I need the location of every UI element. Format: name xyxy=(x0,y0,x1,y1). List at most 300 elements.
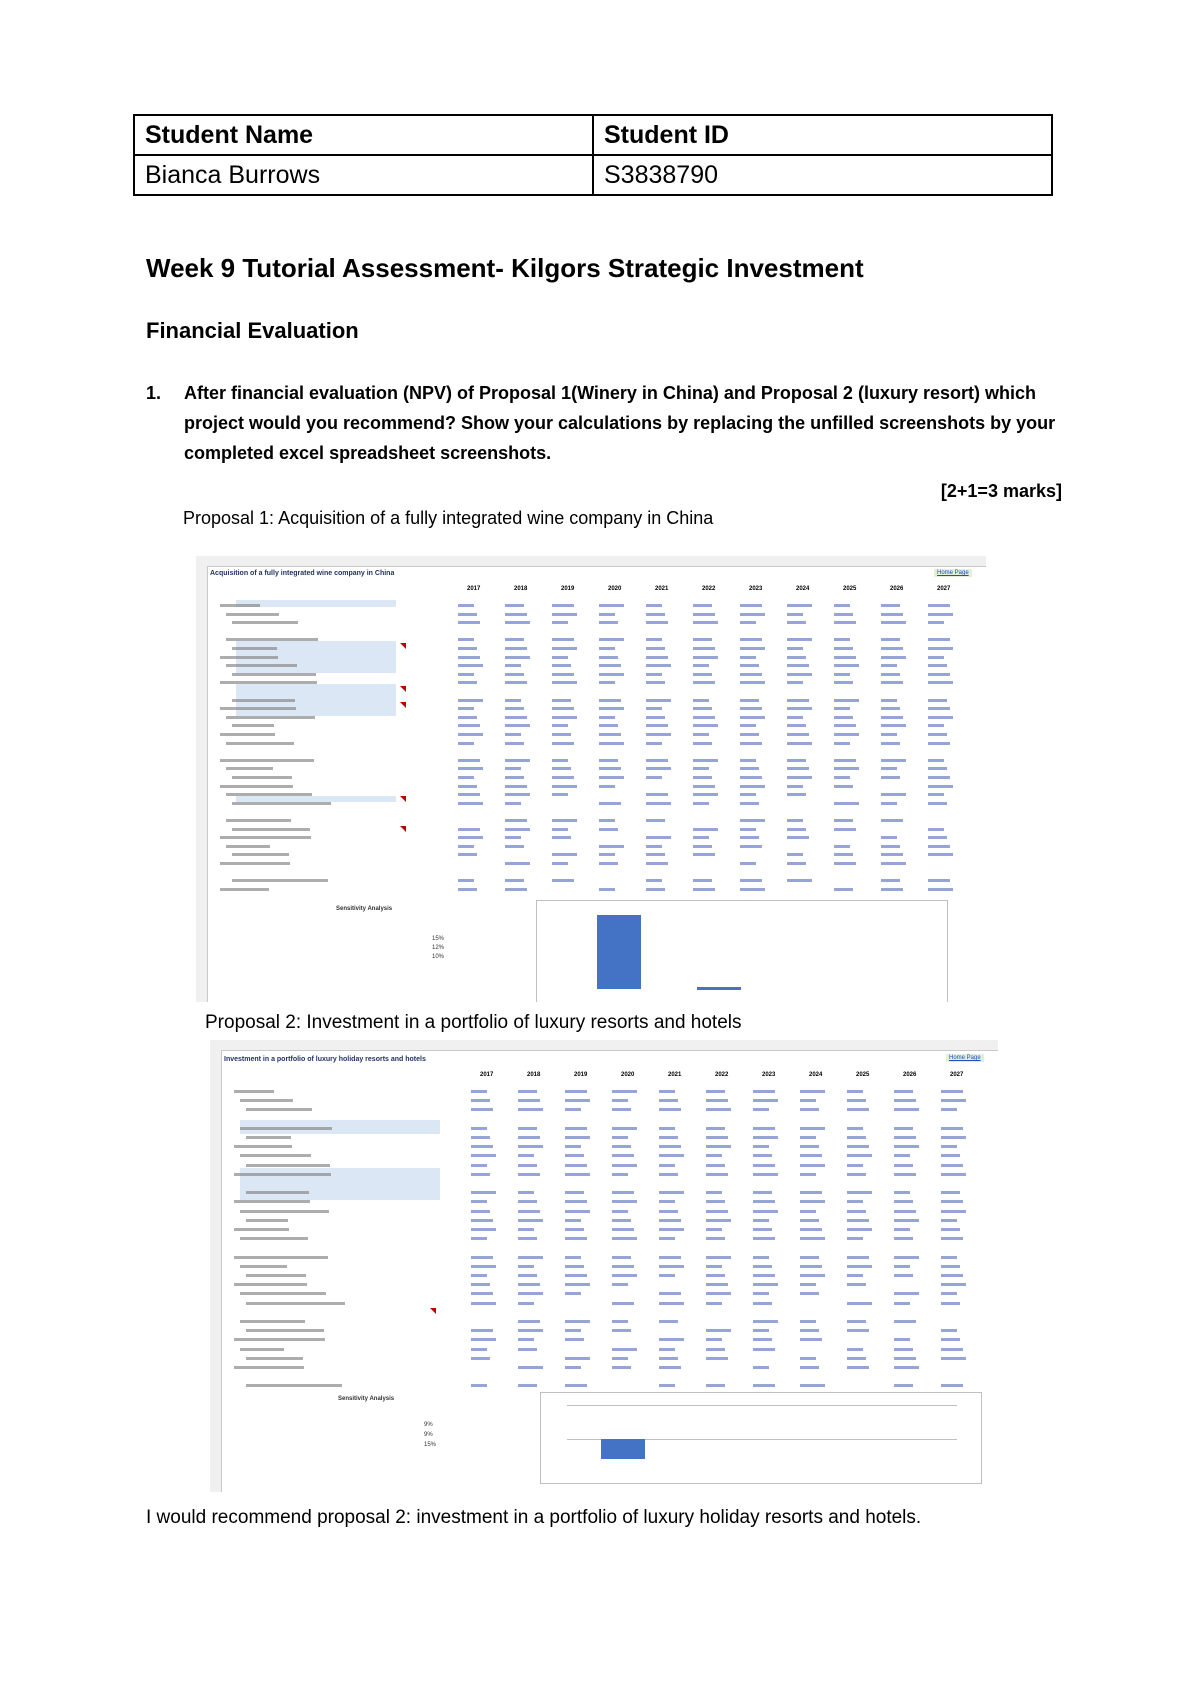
year-2021: 2021 xyxy=(655,586,669,592)
cell-value xyxy=(787,664,809,667)
cell-value xyxy=(646,664,671,667)
cell-value xyxy=(706,1173,728,1176)
row-label xyxy=(232,647,277,650)
cell-value xyxy=(612,1320,628,1323)
comment-flag-icon xyxy=(400,826,406,832)
cell-value xyxy=(706,1329,731,1332)
cell-value xyxy=(552,759,568,762)
cell-value xyxy=(834,604,850,607)
cell-value xyxy=(565,1154,584,1157)
cell-value xyxy=(894,1292,919,1295)
cell-value xyxy=(458,664,483,667)
row-label xyxy=(220,656,278,659)
cell-value xyxy=(706,1283,728,1286)
cell-value xyxy=(458,673,474,676)
cell-value xyxy=(659,1384,675,1387)
cell-value xyxy=(612,1108,631,1111)
cell-value xyxy=(834,638,850,641)
row-label xyxy=(240,1099,293,1102)
cell-value xyxy=(659,1099,678,1102)
comment-flag-icon xyxy=(400,643,406,649)
cell-value xyxy=(693,793,718,796)
cell-value xyxy=(505,785,527,788)
cell-value xyxy=(565,1099,590,1102)
cell-value xyxy=(693,716,715,719)
cell-value xyxy=(693,647,715,650)
cell-value xyxy=(659,1108,681,1111)
cell-value xyxy=(599,733,621,736)
cell-value xyxy=(518,1090,537,1093)
cell-value xyxy=(740,819,765,822)
cell-value xyxy=(471,1256,493,1259)
cell-value xyxy=(565,1338,584,1341)
cell-value xyxy=(612,1145,631,1148)
cell-value xyxy=(458,879,474,882)
cell-value xyxy=(928,888,953,891)
cell-value xyxy=(894,1348,913,1351)
cell-value xyxy=(787,621,806,624)
cell-value xyxy=(693,681,715,684)
cell-value xyxy=(565,1210,590,1213)
cell-value xyxy=(706,1338,722,1341)
comment-flag-icon xyxy=(400,686,406,692)
cell-value xyxy=(881,836,897,839)
cell-value xyxy=(612,1302,634,1305)
cell-value xyxy=(471,1292,493,1295)
cell-value xyxy=(753,1108,769,1111)
cell-value xyxy=(471,1348,487,1351)
cell-value xyxy=(471,1384,487,1387)
cell-value xyxy=(518,1237,537,1240)
cell-value xyxy=(518,1256,543,1259)
cell-value xyxy=(646,638,662,641)
cell-value xyxy=(881,862,906,865)
row-label xyxy=(220,785,293,788)
cell-value xyxy=(706,1302,722,1305)
row-label xyxy=(220,862,290,865)
cell-value xyxy=(834,656,856,659)
cell-value xyxy=(599,647,615,650)
row-label xyxy=(220,836,311,839)
cell-value xyxy=(646,853,665,856)
row-label xyxy=(232,699,295,702)
cell-value xyxy=(847,1173,866,1176)
cell-value xyxy=(740,699,759,702)
cell-value xyxy=(646,836,671,839)
cell-value xyxy=(894,1191,910,1194)
cell-value xyxy=(693,604,712,607)
cell-value xyxy=(552,621,568,624)
cell-value xyxy=(894,1320,916,1323)
cell-value xyxy=(505,759,530,762)
cell-value xyxy=(834,828,856,831)
cell-value xyxy=(894,1302,910,1305)
cell-value xyxy=(881,742,900,745)
cell-value xyxy=(928,638,950,641)
cell-value xyxy=(928,716,953,719)
cell-value xyxy=(552,638,574,641)
cell-value xyxy=(894,1200,913,1203)
row-label xyxy=(246,1329,324,1332)
cell-value xyxy=(458,613,477,616)
cell-value xyxy=(693,767,709,770)
cell-value xyxy=(894,1228,910,1231)
cell-value xyxy=(941,1191,960,1194)
cell-value xyxy=(753,1090,775,1093)
cell-value xyxy=(881,776,900,779)
cell-value xyxy=(847,1329,869,1332)
row-label xyxy=(226,613,279,616)
cell-value xyxy=(646,716,665,719)
student-id-value: S3838790 xyxy=(593,155,1052,195)
row-label xyxy=(234,1366,304,1369)
cell-value xyxy=(706,1191,722,1194)
cell-value xyxy=(659,1228,684,1231)
cell-value xyxy=(753,1173,778,1176)
year-2021: 2021 xyxy=(668,1072,682,1078)
cell-value xyxy=(518,1164,537,1167)
cell-value xyxy=(565,1320,590,1323)
row-label xyxy=(226,793,312,796)
cell-value xyxy=(847,1320,866,1323)
year-2017: 2017 xyxy=(480,1072,494,1078)
cell-value xyxy=(565,1384,587,1387)
cell-value xyxy=(881,879,900,882)
cell-value xyxy=(505,828,530,831)
cell-value xyxy=(740,793,756,796)
cell-value xyxy=(565,1357,590,1360)
cell-value xyxy=(659,1173,678,1176)
cell-value xyxy=(881,845,900,848)
cell-value xyxy=(706,1265,722,1268)
cell-value xyxy=(941,1256,957,1259)
question-1 xyxy=(146,378,1066,468)
cell-value xyxy=(847,1145,869,1148)
cell-value xyxy=(847,1164,863,1167)
cell-value xyxy=(787,819,803,822)
cell-value xyxy=(646,759,668,762)
cell-value xyxy=(471,1191,496,1194)
cell-value xyxy=(834,716,853,719)
proposal2-spreadsheet xyxy=(210,1040,998,1492)
cell-value xyxy=(753,1283,778,1286)
cell-value xyxy=(928,656,944,659)
cell-value xyxy=(471,1099,490,1102)
year-2023: 2023 xyxy=(762,1072,776,1078)
cell-value xyxy=(458,802,483,805)
cell-value xyxy=(552,699,571,702)
cell-value xyxy=(800,1154,822,1157)
cell-value xyxy=(753,1256,769,1259)
cell-value xyxy=(565,1108,581,1111)
row-label xyxy=(226,716,315,719)
cell-value xyxy=(659,1127,675,1130)
cell-value xyxy=(928,707,950,710)
year-2024: 2024 xyxy=(809,1072,823,1078)
cell-value xyxy=(800,1191,822,1194)
cell-value xyxy=(646,819,665,822)
cell-value xyxy=(552,664,571,667)
cell-value xyxy=(928,767,947,770)
cell-value xyxy=(612,1348,637,1351)
cell-value xyxy=(847,1191,872,1194)
cell-value xyxy=(552,785,577,788)
cell-value xyxy=(458,716,477,719)
cell-value xyxy=(847,1108,869,1111)
row-label xyxy=(246,1384,342,1387)
cell-value xyxy=(834,785,853,788)
cell-value xyxy=(518,1348,537,1351)
cell-value xyxy=(599,828,618,831)
cell-value xyxy=(612,1228,634,1231)
row-label xyxy=(246,1136,291,1139)
row-label xyxy=(226,742,294,745)
cell-value xyxy=(458,604,474,607)
cell-value xyxy=(646,707,662,710)
cell-value xyxy=(800,1357,816,1360)
cell-value xyxy=(612,1210,628,1213)
cell-value xyxy=(800,1329,819,1332)
cell-value xyxy=(612,1219,631,1222)
cell-value xyxy=(599,699,621,702)
cell-value xyxy=(740,776,762,779)
cell-value xyxy=(599,853,615,856)
cell-value xyxy=(646,776,662,779)
cell-value xyxy=(753,1329,769,1332)
cell-value xyxy=(552,724,568,727)
cell-value xyxy=(787,604,812,607)
cell-value xyxy=(659,1256,681,1259)
proposal2-home-link[interactable]: Home Page xyxy=(946,1054,984,1062)
cell-value xyxy=(471,1200,487,1203)
cell-value xyxy=(599,742,624,745)
cell-value xyxy=(881,707,900,710)
cell-value xyxy=(471,1154,496,1157)
cell-value xyxy=(693,836,709,839)
cell-value xyxy=(552,819,577,822)
rate-value: 15% xyxy=(432,936,445,942)
row-label xyxy=(226,664,297,667)
cell-value xyxy=(740,673,762,676)
cell-value xyxy=(659,1320,678,1323)
cell-value xyxy=(740,785,765,788)
year-2020: 2020 xyxy=(621,1072,635,1078)
cell-value xyxy=(834,862,856,865)
cell-value xyxy=(800,1108,819,1111)
cell-value xyxy=(612,1256,631,1259)
cell-value xyxy=(787,853,803,856)
cell-value xyxy=(787,681,803,684)
cell-value xyxy=(740,802,759,805)
cell-value xyxy=(894,1127,913,1130)
cell-value xyxy=(552,733,571,736)
cell-value xyxy=(518,1265,534,1268)
year-2026: 2026 xyxy=(903,1072,917,1078)
cell-value xyxy=(505,638,524,641)
cell-value xyxy=(693,664,709,667)
row-label xyxy=(232,828,310,831)
cell-value xyxy=(706,1348,725,1351)
cell-value xyxy=(740,759,756,762)
cell-value xyxy=(505,673,524,676)
cell-value xyxy=(599,613,615,616)
comment-flag-icon xyxy=(430,1308,436,1314)
cell-value xyxy=(894,1338,910,1341)
cell-value xyxy=(787,793,806,796)
cell-value xyxy=(693,759,718,762)
cell-value xyxy=(612,1127,637,1130)
chart-bar xyxy=(601,1439,645,1459)
cell-value xyxy=(740,845,762,848)
cell-value xyxy=(706,1219,731,1222)
cell-value xyxy=(599,664,621,667)
cell-value xyxy=(928,699,947,702)
cell-value xyxy=(847,1090,863,1093)
cell-value xyxy=(458,699,483,702)
cell-value xyxy=(928,836,947,839)
cell-value xyxy=(787,724,806,727)
cell-value xyxy=(894,1136,916,1139)
year-2025: 2025 xyxy=(856,1072,870,1078)
cell-value xyxy=(693,853,715,856)
cell-value xyxy=(505,879,524,882)
cell-value xyxy=(599,716,615,719)
cell-value xyxy=(646,604,662,607)
cell-value xyxy=(646,733,671,736)
cell-value xyxy=(894,1173,916,1176)
cell-value xyxy=(753,1099,778,1102)
cell-value xyxy=(552,767,571,770)
cell-value xyxy=(706,1210,728,1213)
student-table-header-row xyxy=(134,115,1052,155)
cell-value xyxy=(834,681,853,684)
cell-value xyxy=(928,681,953,684)
cell-value xyxy=(706,1292,731,1295)
cell-value xyxy=(787,707,812,710)
cell-value xyxy=(552,828,568,831)
cell-value xyxy=(471,1127,487,1130)
rate-value: 9% xyxy=(424,1432,433,1438)
cell-value xyxy=(505,793,530,796)
row-label xyxy=(220,604,260,607)
year-2019: 2019 xyxy=(574,1072,588,1078)
cell-value xyxy=(706,1154,722,1157)
cell-value xyxy=(847,1366,869,1369)
cell-value xyxy=(518,1302,534,1305)
row-label xyxy=(220,707,296,710)
row-label xyxy=(246,1357,303,1360)
cell-value xyxy=(928,759,944,762)
cell-value xyxy=(612,1329,631,1332)
cell-value xyxy=(800,1256,819,1259)
cell-value xyxy=(753,1127,775,1130)
cell-value xyxy=(646,681,665,684)
cell-value xyxy=(941,1164,963,1167)
cell-value xyxy=(941,1329,957,1332)
cell-value xyxy=(471,1338,496,1341)
cell-value xyxy=(894,1237,913,1240)
cell-value xyxy=(834,673,850,676)
cell-value xyxy=(787,716,803,719)
cell-value xyxy=(599,862,618,865)
cell-value xyxy=(881,793,906,796)
cell-value xyxy=(800,1219,819,1222)
cell-value xyxy=(800,1228,822,1231)
cell-value xyxy=(565,1145,581,1148)
proposal1-home-link[interactable]: Home Page xyxy=(934,569,972,577)
row-label xyxy=(234,1338,325,1341)
cell-value xyxy=(881,716,903,719)
cell-value xyxy=(612,1154,634,1157)
cell-value xyxy=(565,1256,581,1259)
cell-value xyxy=(612,1164,637,1167)
cell-value xyxy=(693,724,718,727)
cell-value xyxy=(471,1265,496,1268)
cell-value xyxy=(753,1320,778,1323)
cell-value xyxy=(894,1099,916,1102)
cell-value xyxy=(599,767,621,770)
year-2019: 2019 xyxy=(561,586,575,592)
row-label xyxy=(240,1292,326,1295)
cell-value xyxy=(599,638,624,641)
row-label xyxy=(232,776,292,779)
cell-value xyxy=(834,742,850,745)
cell-value xyxy=(847,1099,866,1102)
cell-value xyxy=(787,656,806,659)
cell-value xyxy=(740,888,765,891)
cell-value xyxy=(941,1136,966,1139)
cell-value xyxy=(847,1200,863,1203)
proposal1-spreadsheet xyxy=(196,556,986,1002)
cell-value xyxy=(941,1200,963,1203)
cell-value xyxy=(552,681,577,684)
row-label xyxy=(226,767,273,770)
cell-value xyxy=(740,836,759,839)
year-2018: 2018 xyxy=(527,1072,541,1078)
row-label xyxy=(234,1145,292,1148)
cell-value xyxy=(753,1384,775,1387)
cell-value xyxy=(740,604,762,607)
cell-value xyxy=(458,793,480,796)
cell-value xyxy=(881,699,897,702)
year-2022: 2022 xyxy=(702,586,716,592)
cell-value xyxy=(847,1154,872,1157)
cell-value xyxy=(458,785,477,788)
cell-value xyxy=(740,767,759,770)
cell-value xyxy=(787,733,809,736)
cell-value xyxy=(800,1200,825,1203)
cell-value xyxy=(552,707,574,710)
cell-value xyxy=(565,1127,587,1130)
student-info-table xyxy=(133,114,1053,196)
cell-value xyxy=(565,1136,590,1139)
cell-value xyxy=(458,836,483,839)
row-label xyxy=(240,1127,332,1130)
cell-value xyxy=(753,1274,775,1277)
cell-value xyxy=(800,1136,816,1139)
student-name-header: Student Name xyxy=(134,115,593,155)
cell-value xyxy=(787,699,809,702)
cell-value xyxy=(787,647,803,650)
cell-value xyxy=(458,656,480,659)
cell-value xyxy=(458,647,477,650)
cell-value xyxy=(800,1366,819,1369)
cell-value xyxy=(881,647,903,650)
cell-value xyxy=(941,1357,966,1360)
cell-value xyxy=(740,621,756,624)
cell-value xyxy=(800,1164,825,1167)
cell-value xyxy=(928,785,953,788)
